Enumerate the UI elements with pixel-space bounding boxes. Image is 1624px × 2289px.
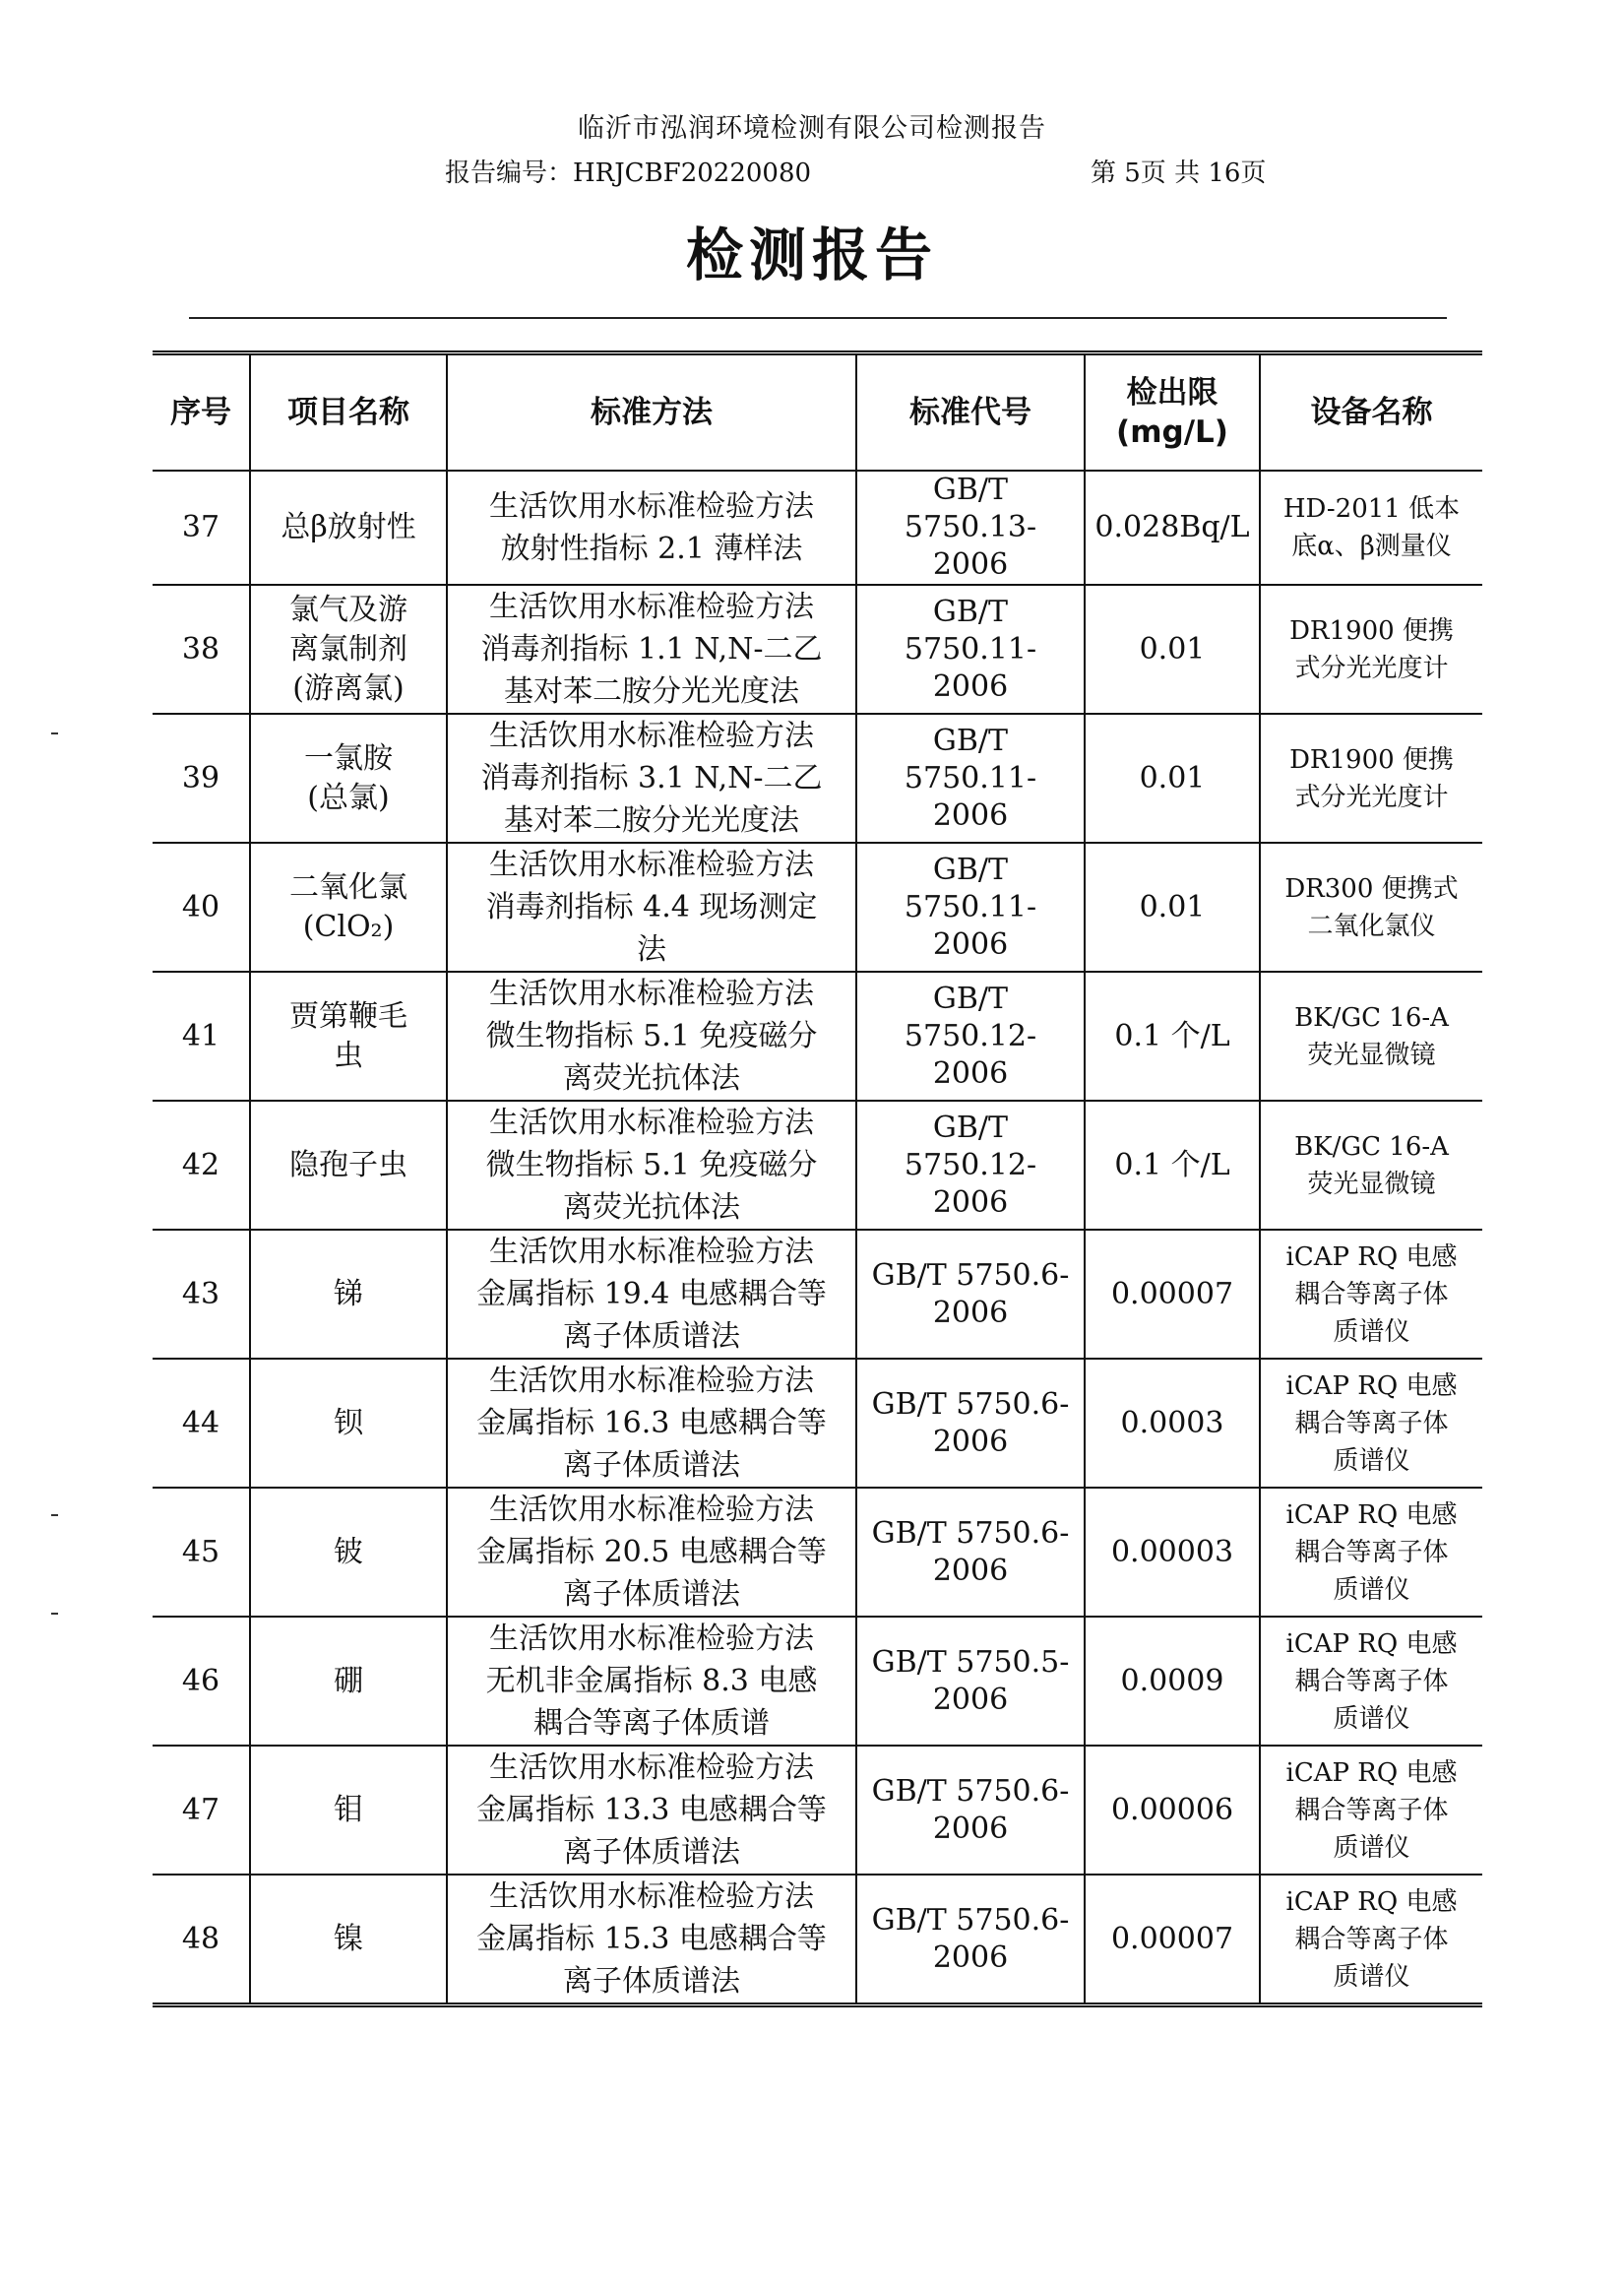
item-line: 一氯胺 <box>304 740 393 776</box>
cell-no: 47 <box>153 1746 250 1875</box>
item-line: 氯气及游 <box>289 592 407 627</box>
cell-code <box>856 843 1085 972</box>
method-line: 金属指标 13.3 电感耦合等 <box>476 1793 827 1827</box>
cell-item <box>250 1746 447 1875</box>
item-line: 离氯制剂 <box>289 631 407 667</box>
cell-limit: 0.00007 <box>1085 1875 1260 2003</box>
item-line: 虫 <box>334 1038 363 1073</box>
cell-limit: 0.01 <box>1085 843 1260 972</box>
cell-no: 43 <box>153 1230 250 1359</box>
table-row <box>153 972 1482 1101</box>
method-line: 生活饮用水标准检验方法 <box>489 1621 814 1656</box>
code-line: 2006 <box>932 1682 1009 1717</box>
code-line: 2006 <box>932 668 1009 704</box>
item-line: 硼 <box>334 1663 363 1698</box>
code-line: GB/T 5750.12- <box>904 981 1037 1053</box>
cell-device <box>1260 1617 1482 1746</box>
method-line: 离荧光抗体法 <box>563 1061 740 1096</box>
code-line: 2006 <box>932 1553 1009 1588</box>
item-line: (ClO₂) <box>302 909 395 944</box>
cell-item <box>250 1230 447 1359</box>
cell-no: 46 <box>153 1617 250 1746</box>
item-line: 镍 <box>334 1921 363 1956</box>
device-line: iCAP RQ 电感 <box>1285 1886 1458 1917</box>
cell-no: 41 <box>153 972 250 1101</box>
method-line: 生活饮用水标准检验方法 <box>489 1235 814 1269</box>
cell-no: 39 <box>153 714 250 843</box>
cell-limit: 0.1 个/L <box>1085 972 1260 1101</box>
device-line: 耦合等离子体 <box>1294 1408 1449 1438</box>
cell-limit: 0.01 <box>1085 585 1260 714</box>
cell-no: 37 <box>153 471 250 585</box>
device-line: 质谱仪 <box>1333 1703 1410 1734</box>
code-line: 2006 <box>932 1184 1009 1220</box>
col-header-item: 项目名称 <box>250 355 447 471</box>
method-line: 消毒剂指标 3.1 N,N-二乙 <box>480 761 823 795</box>
cell-item <box>250 1875 447 2003</box>
company-header: 临沂市泓润环境检测有限公司检测报告 <box>578 113 1046 144</box>
code-line: 2006 <box>932 1424 1009 1459</box>
device-line: 荧光显微镜 <box>1307 1169 1436 1199</box>
page-indicator: 第 5页 共 16页 <box>1091 159 1267 188</box>
method-line: 离子体质谱法 <box>563 1964 740 1999</box>
method-line: 放射性指标 2.1 薄样法 <box>500 532 803 566</box>
code-line: 2006 <box>932 1055 1009 1091</box>
device-line: 耦合等离子体 <box>1294 1924 1449 1954</box>
method-line: 无机非金属指标 8.3 电感 <box>485 1664 818 1698</box>
cell-device <box>1260 972 1482 1101</box>
method-line: 消毒剂指标 4.4 现场测定 <box>485 890 818 924</box>
table-row <box>153 1101 1482 1230</box>
cell-code <box>856 585 1085 714</box>
method-line: 生活饮用水标准检验方法 <box>489 1364 814 1398</box>
device-line: BK/GC 16-A <box>1294 1002 1449 1033</box>
device-line: 耦合等离子体 <box>1294 1279 1449 1309</box>
table-row <box>153 1875 1482 2003</box>
code-line: GB/T 5750.11- <box>904 723 1037 795</box>
cell-limit: 0.00003 <box>1085 1488 1260 1617</box>
cell-code <box>856 972 1085 1101</box>
item-line: 贾第鞭毛 <box>289 998 407 1034</box>
cell-method <box>447 1359 856 1488</box>
cell-device <box>1260 1488 1482 1617</box>
method-line: 基对苯二胺分光光度法 <box>504 803 799 838</box>
method-line: 生活饮用水标准检验方法 <box>489 977 814 1011</box>
code-line: 2006 <box>932 547 1009 582</box>
col-header-limit-label: 检出限 <box>1126 375 1218 411</box>
device-line: 质谱仪 <box>1333 1832 1410 1863</box>
cell-method <box>447 471 856 585</box>
device-line: DR1900 便携 <box>1289 615 1454 646</box>
cell-limit: 0.00007 <box>1085 1230 1260 1359</box>
cell-item <box>250 714 447 843</box>
method-line: 金属指标 19.4 电感耦合等 <box>476 1277 827 1311</box>
report-number: 报告编号：HRJCBF20220080 <box>445 159 812 188</box>
cell-limit: 0.0003 <box>1085 1359 1260 1488</box>
col-header-no: 序号 <box>153 355 250 471</box>
table-row <box>153 843 1482 972</box>
device-line: iCAP RQ 电感 <box>1285 1370 1458 1401</box>
cell-code <box>856 1875 1085 2003</box>
method-line: 金属指标 15.3 电感耦合等 <box>476 1922 827 1956</box>
table-row <box>153 1359 1482 1488</box>
cell-item <box>250 1359 447 1488</box>
col-header-device: 设备名称 <box>1260 355 1482 471</box>
cell-no: 42 <box>153 1101 250 1230</box>
item-line: 二氧化氯 <box>289 869 407 905</box>
device-line: iCAP RQ 电感 <box>1285 1499 1458 1530</box>
cell-method <box>447 972 856 1101</box>
cell-code <box>856 1488 1085 1617</box>
code-line: 2006 <box>932 1939 1009 1975</box>
method-line: 微生物指标 5.1 免疫磁分 <box>485 1019 818 1053</box>
cell-method <box>447 1230 856 1359</box>
method-line: 离子体质谱法 <box>563 1448 740 1483</box>
code-line: GB/T 5750.5- <box>871 1644 1070 1680</box>
device-line: 底α、β测量仪 <box>1291 532 1452 561</box>
cell-device <box>1260 1230 1482 1359</box>
col-header-limit-unit: (mg/L) <box>1116 414 1228 450</box>
method-line: 离荧光抗体法 <box>563 1190 740 1225</box>
method-line: 生活饮用水标准检验方法 <box>489 489 814 524</box>
cell-code <box>856 1101 1085 1230</box>
cell-item <box>250 1101 447 1230</box>
device-line: 质谱仪 <box>1333 1574 1410 1605</box>
device-line: iCAP RQ 电感 <box>1285 1241 1458 1272</box>
cell-method <box>447 1875 856 2003</box>
method-line: 离子体质谱法 <box>563 1577 740 1612</box>
cell-device <box>1260 1746 1482 1875</box>
cell-item <box>250 972 447 1101</box>
code-line: GB/T 5750.6- <box>871 1515 1070 1551</box>
cell-item <box>250 585 447 714</box>
method-line: 离子体质谱法 <box>563 1319 740 1354</box>
cell-method <box>447 1617 856 1746</box>
device-line: BK/GC 16-A <box>1294 1131 1449 1162</box>
device-line: 二氧化氯仪 <box>1307 911 1436 941</box>
cell-code <box>856 1617 1085 1746</box>
cell-code <box>856 1359 1085 1488</box>
method-line: 离子体质谱法 <box>563 1835 740 1870</box>
cell-method <box>447 843 856 972</box>
method-line: 生活饮用水标准检验方法 <box>489 1493 814 1527</box>
method-line: 生活饮用水标准检验方法 <box>489 719 814 753</box>
item-line: (游离氯) <box>292 670 405 706</box>
cell-device <box>1260 1101 1482 1230</box>
device-line: 荧光显微镜 <box>1307 1040 1436 1070</box>
document-title: 检测报告 <box>685 222 938 288</box>
code-line: 2006 <box>932 926 1009 962</box>
cell-limit: 0.1 个/L <box>1085 1101 1260 1230</box>
code-line: GB/T 5750.6- <box>871 1773 1070 1809</box>
scan-mark <box>51 1613 58 1615</box>
device-line: 质谱仪 <box>1333 1316 1410 1347</box>
device-line: 质谱仪 <box>1333 1445 1410 1476</box>
table-row <box>153 1746 1482 1875</box>
cell-no: 44 <box>153 1359 250 1488</box>
cell-no: 45 <box>153 1488 250 1617</box>
method-line: 生活饮用水标准检验方法 <box>489 590 814 624</box>
method-line: 消毒剂指标 1.1 N,N-二乙 <box>480 632 823 667</box>
cell-limit: 0.01 <box>1085 714 1260 843</box>
item-line: 铍 <box>334 1534 363 1569</box>
col-header-code: 标准代号 <box>856 355 1085 471</box>
cell-item <box>250 471 447 585</box>
method-line: 法 <box>637 932 666 967</box>
cell-code <box>856 1746 1085 1875</box>
cell-limit: 0.0009 <box>1085 1617 1260 1746</box>
code-line: GB/T 5750.13- <box>904 473 1037 544</box>
device-line: DR300 便携式 <box>1284 873 1459 904</box>
device-line: 式分光光度计 <box>1294 653 1449 683</box>
item-line: 总β放射性 <box>281 510 416 544</box>
code-line: 2006 <box>932 797 1009 833</box>
cell-device <box>1260 1875 1482 2003</box>
method-line: 生活饮用水标准检验方法 <box>489 1879 814 1914</box>
method-line: 金属指标 20.5 电感耦合等 <box>476 1535 827 1569</box>
cell-device <box>1260 843 1482 972</box>
cell-method <box>447 1101 856 1230</box>
method-line: 生活饮用水标准检验方法 <box>489 1750 814 1785</box>
cell-code <box>856 471 1085 585</box>
code-line: GB/T 5750.6- <box>871 1386 1070 1422</box>
device-line: iCAP RQ 电感 <box>1285 1757 1458 1788</box>
method-line: 生活饮用水标准检验方法 <box>489 848 814 882</box>
cell-method <box>447 1488 856 1617</box>
method-line: 微生物指标 5.1 免疫磁分 <box>485 1148 818 1182</box>
table-row <box>153 714 1482 843</box>
device-line: DR1900 便携 <box>1289 744 1454 775</box>
table-row <box>153 1617 1482 1746</box>
code-line: GB/T 5750.6- <box>871 1902 1070 1938</box>
cell-item <box>250 1617 447 1746</box>
cell-method <box>447 714 856 843</box>
cell-method <box>447 1746 856 1875</box>
cell-no: 48 <box>153 1875 250 2003</box>
cell-item <box>250 1488 447 1617</box>
device-line: 耦合等离子体 <box>1294 1666 1449 1696</box>
cell-no: 38 <box>153 585 250 714</box>
title-divider <box>189 317 1447 319</box>
cell-device <box>1260 714 1482 843</box>
method-line: 基对苯二胺分光光度法 <box>504 674 799 709</box>
device-line: iCAP RQ 电感 <box>1285 1628 1458 1659</box>
item-line: 隐孢子虫 <box>289 1147 407 1182</box>
table-row <box>153 471 1482 585</box>
device-line: 耦合等离子体 <box>1294 1537 1449 1567</box>
code-line: GB/T 5750.11- <box>904 594 1037 667</box>
table-header-row <box>153 355 1482 471</box>
cell-no: 40 <box>153 843 250 972</box>
item-line: 钡 <box>334 1405 363 1440</box>
cell-method <box>447 585 856 714</box>
table-row <box>153 1230 1482 1359</box>
cell-code <box>856 714 1085 843</box>
scan-mark <box>51 732 58 734</box>
item-line: 锑 <box>334 1276 363 1311</box>
cell-device <box>1260 585 1482 714</box>
item-line: (总氯) <box>307 780 390 815</box>
method-line: 耦合等离子体质谱 <box>533 1706 770 1741</box>
scan-mark <box>51 1514 58 1516</box>
method-line: 生活饮用水标准检验方法 <box>489 1106 814 1140</box>
device-line: 质谱仪 <box>1333 1961 1410 1992</box>
device-line: HD-2011 低本 <box>1282 494 1461 524</box>
device-line: 式分光光度计 <box>1294 782 1449 812</box>
device-line: 耦合等离子体 <box>1294 1795 1449 1825</box>
item-line: 钼 <box>334 1792 363 1827</box>
col-header-method: 标准方法 <box>447 355 856 471</box>
cell-device <box>1260 471 1482 585</box>
code-line: 2006 <box>932 1811 1009 1846</box>
cell-code <box>856 1230 1085 1359</box>
code-line: GB/T 5750.11- <box>904 852 1037 924</box>
method-line: 金属指标 16.3 电感耦合等 <box>476 1406 827 1440</box>
test-methods-table <box>153 350 1482 2007</box>
col-header-limit <box>1085 355 1260 471</box>
cell-limit: 0.028Bq/L <box>1085 471 1260 585</box>
cell-limit: 0.00006 <box>1085 1746 1260 1875</box>
table-row <box>153 585 1482 714</box>
code-line: GB/T 5750.12- <box>904 1110 1037 1182</box>
table-row <box>153 1488 1482 1617</box>
cell-device <box>1260 1359 1482 1488</box>
cell-item <box>250 843 447 972</box>
code-line: GB/T 5750.6- <box>871 1257 1070 1293</box>
code-line: 2006 <box>932 1295 1009 1330</box>
